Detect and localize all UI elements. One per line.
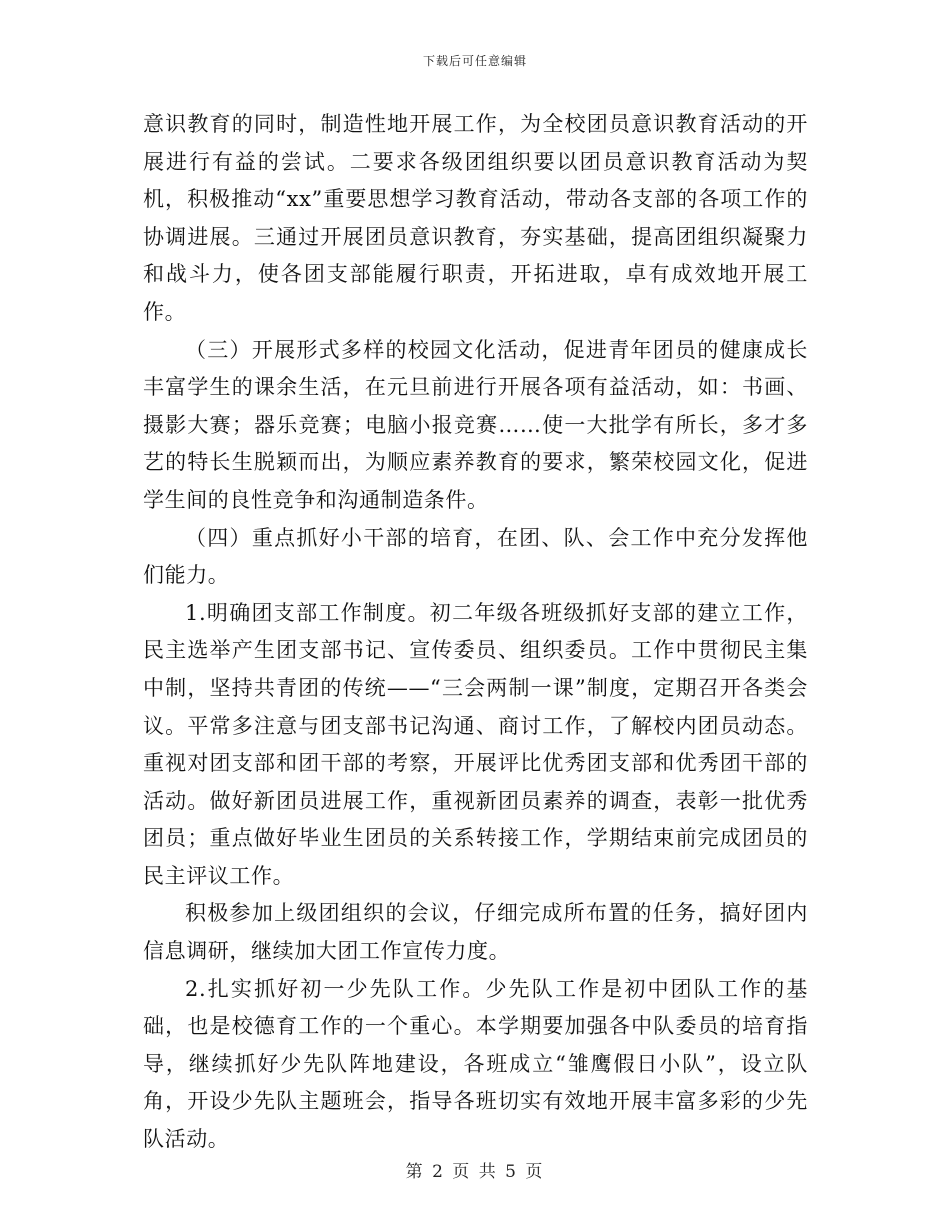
page-header: 下载后可任意编辑 <box>422 54 527 68</box>
document-body <box>143 106 808 1159</box>
paragraph-5: 积极参加上级团组织的会议，仔细完成所布置的任务，搞好团内信息调研，继续加大团工作宣传力度。 <box>143 901 808 964</box>
paragraph-1: 意识教育的同时，制造性地开展工作，为全校团员意识教育活动的开展进行有益的尝试。二要求各级团组织要以团员意识教育活动为契机，积极推动“xx”重要思想学习教育活动，带动各支部的各项工作的协调进展。三通过开展团员意识教育，夯实基础，提高团组织凝聚力和战斗力，使各团支部能履行职责，开拓进取，卓有成效地开展工作。 <box>143 112 808 324</box>
paragraph-4: 1.明确团支部工作制度。初二年级各班级抓好支部的建立工作，民主选举产生团支部书记、宣传委员、组织委员。工作中贯彻民主集中制，坚持共青团的传统——“三会两制一课”制度，定期召开各类会议。平常多注意与团支部书记沟通、商讨工作，了解校内团员动态。重视对团支部和团干部的考察，开展评比优秀团支部和优秀团干部的活动。做好新团员进展工作，重视新团员素养的调查，表彰一批优秀团员；重点做好毕业生团员的关系转接工作，学期结束前完成团员的民主评议工作。 <box>143 600 808 888</box>
paragraph-6: 2.扎实抓好初一少先队工作。少先队工作是初中团队工作的基础，也是校德育工作的一个重心。本学期要加强各中队委员的培育指导，继续抓好少先队阵地建设，各班成立“雏鹰假日小队”，设立队角，开设少先队主题班会，指导各班切实有效地开展丰富多彩的少先队活动。 <box>143 976 808 1152</box>
paragraph-3: （四）重点抓好小干部的培育，在团、队、会工作中充分发挥他们能力。 <box>143 525 808 588</box>
paragraph-2: （三）开展形式多样的校园文化活动，促进青年团员的健康成长丰富学生的课余生活，在元旦前进行开展各项有益活动，如：书画、摄影大赛；器乐竞赛；电脑小报竞赛……使一大批学有所长，多才多艺的特长生脱颖而出，为顺应素养教育的要求，繁荣校园文化，促进学生间的良性竞争和沟通制造条件。 <box>143 337 808 512</box>
page-footer: 第 2 页 共 5 页 <box>405 1162 545 1182</box>
